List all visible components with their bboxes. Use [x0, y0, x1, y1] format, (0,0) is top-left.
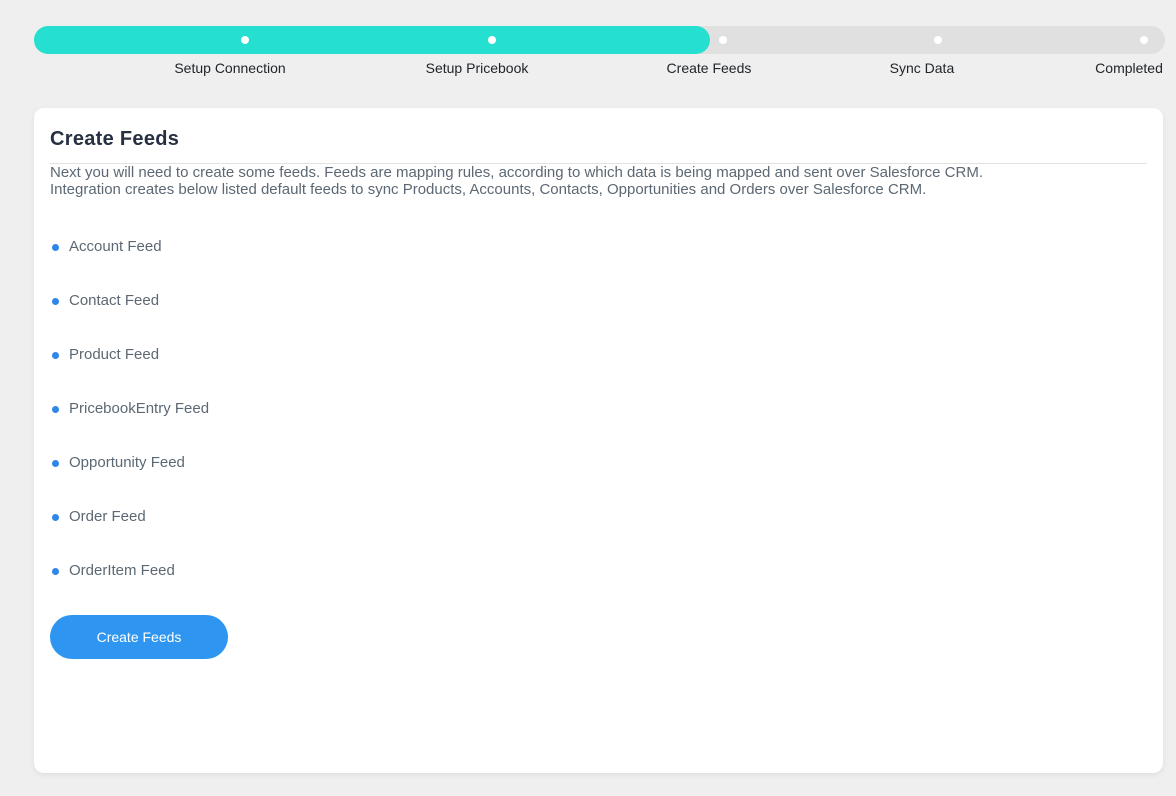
feed-list-item [50, 507, 1147, 527]
bullet-icon [52, 352, 59, 359]
feed-name: Product Feed [69, 346, 160, 363]
feed-name: OrderItem Feed [69, 562, 175, 579]
feed-name: Opportunity Feed [69, 454, 185, 471]
progress-track [34, 26, 1165, 54]
step-label-setup-connection: Setup Connection [174, 60, 286, 76]
step-label-create-feeds: Create Feeds [666, 60, 752, 76]
feed-list-item [50, 345, 1147, 365]
feed-name: Contact Feed [69, 292, 160, 309]
step-dot-completed [1140, 36, 1148, 44]
step-label-setup-pricebook: Setup Pricebook [425, 60, 529, 76]
bullet-icon [52, 568, 59, 575]
step-dot-sync-data [934, 36, 942, 44]
feed-name: PricebookEntry Feed [69, 400, 210, 417]
feeds-intro-paragraph: Next you will need to create some feeds. Feeds are mapping rules, according to which data is being mapped and sent over Salesforce CRM. [50, 164, 983, 181]
step-dot-setup-connection [241, 36, 249, 44]
bullet-icon [52, 298, 59, 305]
step-dot-create-feeds [719, 36, 727, 44]
feed-list-item [50, 237, 1147, 257]
bullet-icon [52, 514, 59, 521]
setup-progress-stepper [34, 26, 1165, 78]
bullet-icon [52, 460, 59, 467]
create-feeds-card [34, 108, 1163, 773]
feed-name: Account Feed [69, 238, 162, 255]
feed-list-item [50, 291, 1147, 311]
progress-fill [34, 26, 710, 54]
progress-labels [34, 60, 1165, 78]
create-feeds-button[interactable]: Create Feeds [50, 615, 228, 659]
step-dot-setup-pricebook [488, 36, 496, 44]
step-label-completed: Completed [1095, 60, 1163, 76]
feed-list-item [50, 561, 1147, 581]
feed-list [50, 237, 1147, 581]
bullet-icon [52, 406, 59, 413]
bullet-icon [52, 244, 59, 251]
default-feeds-paragraph: Integration creates below listed default feeds to sync Products, Accounts, Contacts, Opportunities and Orders over Salesforce CRM. [50, 181, 927, 198]
page-title: Create Feeds [50, 128, 180, 150]
feed-list-item [50, 453, 1147, 473]
step-label-sync-data: Sync Data [889, 60, 955, 76]
feed-list-item [50, 399, 1147, 419]
feed-name: Order Feed [69, 508, 146, 525]
